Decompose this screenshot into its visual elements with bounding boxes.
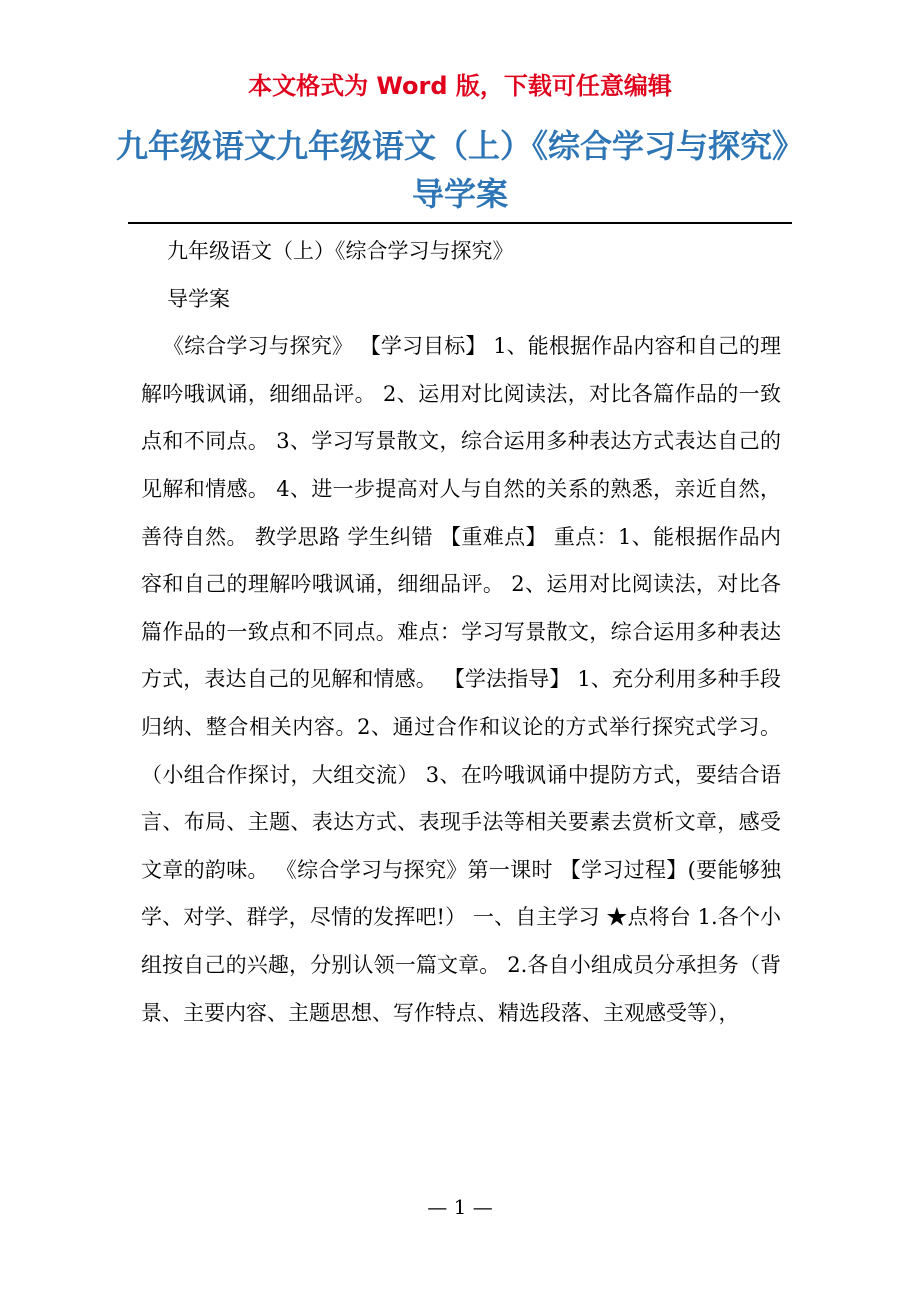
page-number: — 1 — <box>427 1195 493 1219</box>
body-paragraph-main: 《综合学习与探究》 【学习目标】 1、能根据作品内容和自己的理解吟哦讽诵，细细品评。 2、运用对比阅读法，对比各篇作品的一致点和不同点。 3、学习写景散文，综合运用多种表达方式表达自己的见解和情感。 4、进一步提高对人与自然的关系的熟悉，亲近自然，善待自然。 教学思路 学生纠错 【重难点】 重点：1、能根据作品内容和自己的理解吟哦讽诵，细细品评。 2、运用对比阅读法，对比各篇作品的一致点和不同点。难点：学习写景散文，综合运用多种表达方式，表达自己的见解和情感。 【学法指导】 1、充分利用多种手段归纳、整合相关内容。2、通过合作和议论的方式举行探究式学习。（小组合作探讨，大组交流） 3、在吟哦讽诵中提防方式，要结合语言、布局、主题、表达方式、表现手法等相关要素去赏析文章，感受文章的韵味。 《综合学习与探究》第一课时 【学习过程】(要能够独学、对学、群学，尽情的发挥吧!） 一、自主学习 ★点将台 1.各个小组按自己的兴趣，分别认领一篇文章。 2.各自小组成员分承担务（背景、主要内容、主题思想、写作特点、精选段落、主观感受等）， <box>141 334 781 1025</box>
document-title: 九年级语文九年级语文（上）《综合学习与探究》 导学案 <box>115 127 804 213</box>
document-body <box>141 228 781 1037</box>
body-paragraph-heading: 九年级语文（上）《综合学习与探究》 <box>167 239 514 263</box>
body-paragraph-subheading: 导学案 <box>167 286 230 311</box>
editable-notice-banner: 本文格式为 Word 版，下载可任意编辑 <box>248 72 672 100</box>
title-divider <box>128 222 792 224</box>
